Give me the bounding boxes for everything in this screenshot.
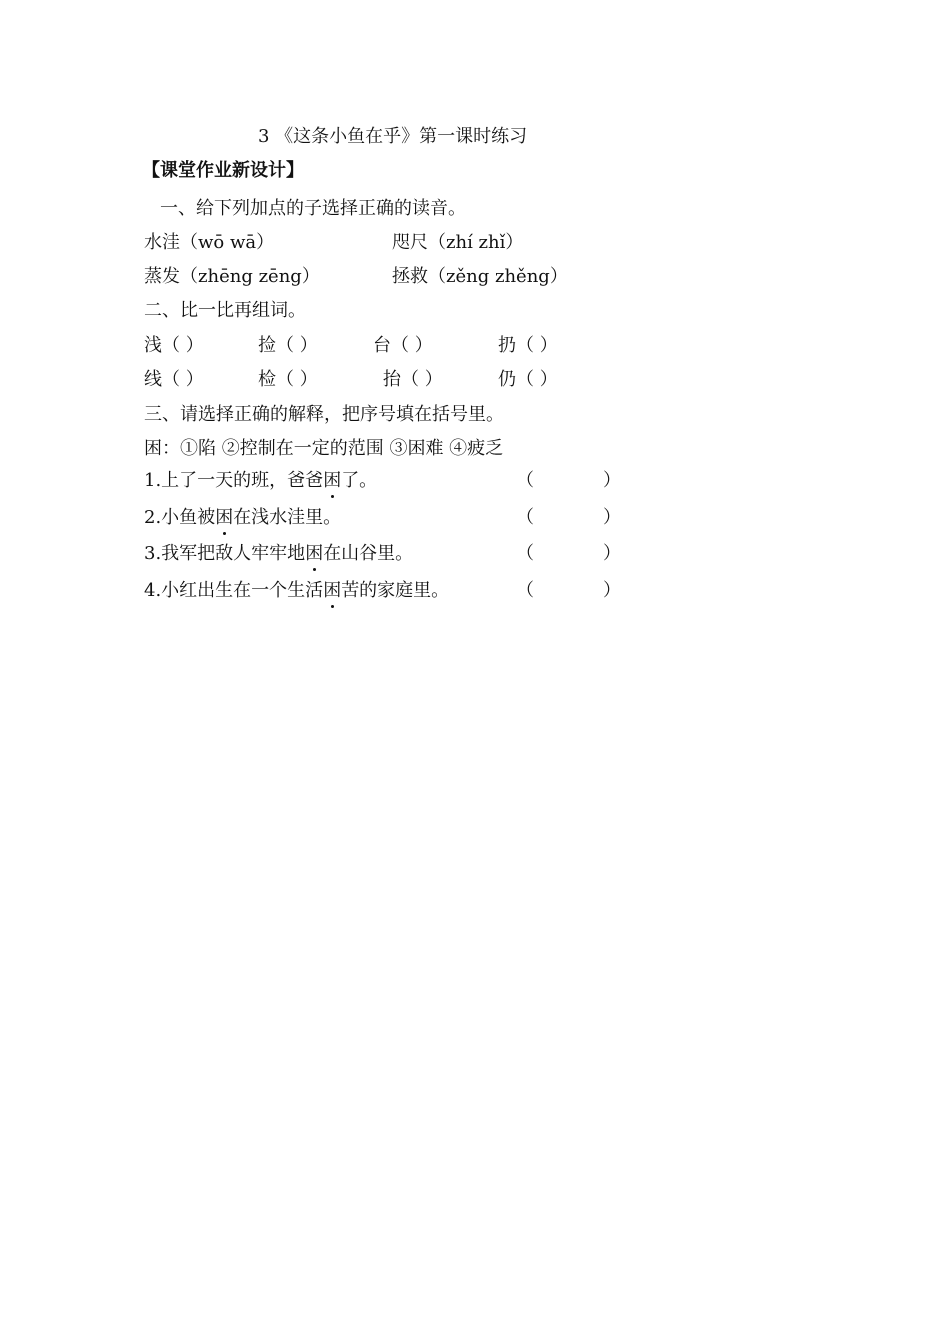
word-compare-item: 台（ ） [373, 335, 433, 356]
section1-title: 一、给下列加点的子选择正确的读音。 [160, 198, 466, 219]
sentence-item: 2.小鱼被困在浅水洼里。 [144, 505, 341, 531]
answer-open-paren: （ [516, 507, 534, 528]
word-compare-item: 扔（ ） [498, 335, 558, 356]
answer-open-paren: （ [516, 470, 534, 491]
pinyin-item: 咫尺（zhí zhǐ） [392, 232, 524, 253]
pinyin-item: 蒸发（zhēng zēng） [144, 266, 320, 287]
dotted-char: 困 [215, 505, 233, 531]
word-compare-item: 抬（ ） [383, 369, 443, 390]
answer-open-paren: （ [516, 543, 534, 564]
word-compare-item: 仍（ ） [498, 369, 558, 390]
definitions: 困：①陷 ②控制在一定的范围 ③困难 ④疲乏 [144, 438, 504, 459]
pinyin-item: 水洼（wō wā） [144, 232, 275, 253]
sentence-item: 1.上了一天的班，爸爸困了。 [144, 468, 377, 494]
section3-title: 三、请选择正确的解释，把序号填在括号里。 [144, 404, 504, 425]
answer-close-paren: ） [603, 580, 621, 601]
dotted-char: 困 [305, 541, 323, 567]
word-compare-item: 检（ ） [258, 369, 318, 390]
sentence-item: 3.我军把敌人牢牢地困在山谷里。 [144, 541, 413, 567]
page-title: 3 《这条小鱼在乎》第一课时练习 [258, 126, 528, 147]
sentence-item: 4.小红出生在一个生活困苦的家庭里。 [144, 578, 449, 604]
section2-title: 二、比一比再组词。 [144, 300, 306, 321]
word-compare-item: 线（ ） [144, 369, 204, 390]
word-compare-item: 浅（ ） [144, 335, 204, 356]
answer-close-paren: ） [603, 470, 621, 491]
word-compare-item: 捡（ ） [258, 335, 318, 356]
pinyin-item: 拯救（zěng zhěng） [392, 266, 568, 287]
answer-close-paren: ） [603, 507, 621, 528]
answer-open-paren: （ [516, 580, 534, 601]
dotted-char: 困 [323, 468, 341, 494]
section-heading: 【课堂作业新设计】 [142, 160, 304, 181]
dotted-char: 困 [323, 578, 341, 604]
answer-close-paren: ） [603, 543, 621, 564]
